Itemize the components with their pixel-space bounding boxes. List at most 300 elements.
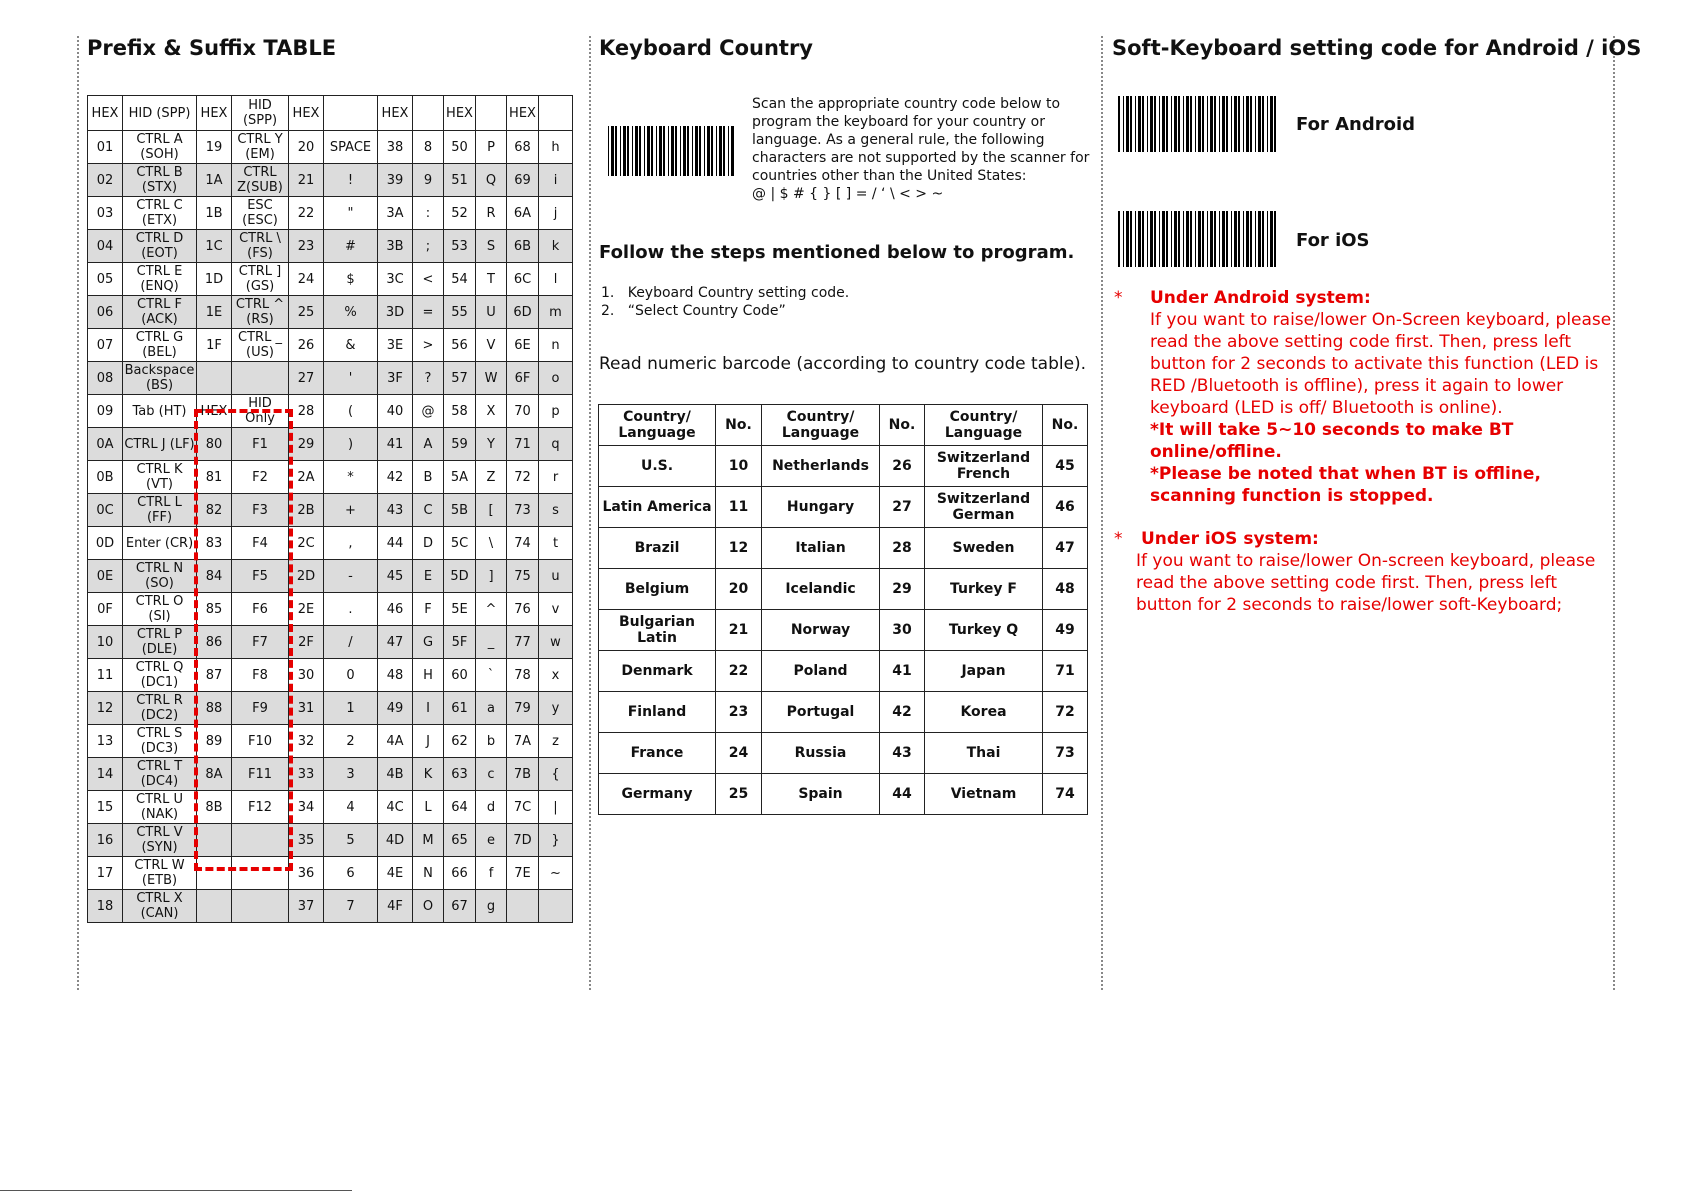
table-cell: F5 [232,560,289,593]
table-cell: I [413,692,444,725]
table-cell: 43 [880,733,925,774]
table-header-cell [476,96,507,131]
table-cell: U.S. [599,446,716,487]
table-cell: 3B [378,230,413,263]
read-numeric-instruction: Read numeric barcode (according to country code table). [599,354,1087,374]
table-cell: 4C [378,791,413,824]
barcode-bar [1130,96,1132,152]
table-cell: 58 [444,395,476,428]
table-cell: 5E [444,593,476,626]
barcode-bar [704,126,705,176]
ios-text: If you want to raise/lower On-screen keyboard, please read the above setting code first. Then, press left button for 2 seconds to raise/lower soft-Keyboard; [1136,551,1596,615]
barcode-bar [1126,96,1129,152]
barcode-bar [1154,211,1156,267]
table-header-cell: HEX [197,96,232,131]
table-cell: g [476,890,507,923]
barcode-bar [1262,211,1264,267]
barcode-bar [1183,96,1184,152]
table-cell: 1B [197,197,232,230]
description-line: @ | $ # { } [ ] = / ‘ \ < > ~ [752,186,944,202]
table-row [88,527,573,560]
barcode-bar [659,126,662,176]
table-cell [197,890,232,923]
table-header-cell: HID (SPP) [123,96,197,131]
table-cell: 54 [444,263,476,296]
keyboard-country-description [752,95,1092,203]
table-cell: [ [476,494,507,527]
table-cell: 6B [507,230,539,263]
barcode-bar [1130,211,1132,267]
barcode-bar [711,126,713,176]
table-cell: 88 [197,692,232,725]
table-cell: s [539,494,573,527]
barcode-bar [1159,96,1160,152]
table-cell: CTRL N (SO) [123,560,197,593]
barcode-bar [716,126,717,176]
column-divider [1613,36,1615,990]
table-cell: 21 [289,164,324,197]
table-cell: w [539,626,573,659]
table-row [88,626,573,659]
table-cell: 24 [716,733,762,774]
table-cell: Bulgarian Latin [599,610,716,651]
table-row [88,890,573,923]
table-row [88,131,573,164]
barcode-bar [675,126,677,176]
table-cell [232,362,289,395]
table-row [88,857,573,890]
table-cell: 36 [289,857,324,890]
table-header-cell: No. [880,405,925,446]
table-row [88,791,573,824]
table-header-cell: Country/ Language [762,405,880,446]
description-line: program the keyboard for your country or [752,114,1045,130]
table-cell: 46 [1043,487,1088,528]
android-heading: Under Android system: [1150,288,1371,308]
barcode-bar [1250,96,1252,152]
table-cell: Turkey F [925,569,1043,610]
table-cell: CTRL R (DC2) [123,692,197,725]
table-cell: ' [324,362,378,395]
barcode-bar [731,126,734,176]
table-cell: 76 [507,593,539,626]
table-cell: 49 [1043,610,1088,651]
table-cell: CTRL J (LF) [123,428,197,461]
table-row [88,164,573,197]
barcode-bar [1150,96,1153,152]
table-cell: . [324,593,378,626]
table-cell: p [539,395,573,428]
table-cell: SPACE [324,131,378,164]
table-cell: ? [413,362,444,395]
table-row [599,487,1088,528]
table-row [88,692,573,725]
table-cell: 63 [444,758,476,791]
table-cell: F4 [232,527,289,560]
table-cell: CTRL E (ENQ) [123,263,197,296]
table-cell: Finland [599,692,716,733]
table-cell: S [476,230,507,263]
table-cell: CTRL \ (FS) [232,230,289,263]
table-cell: W [476,362,507,395]
table-cell: 03 [88,197,123,230]
table-header-cell: HEX [88,96,123,131]
table-cell: q [539,428,573,461]
table-cell: z [539,725,573,758]
table-header-row [88,96,573,131]
barcode-bar [1174,211,1177,267]
table-cell: v [539,593,573,626]
barcode-bar [1231,211,1232,267]
table-row [88,494,573,527]
table-cell: \ [476,527,507,560]
table-cell: CTRL A (SOH) [123,131,197,164]
table-cell: CTRL C (ETX) [123,197,197,230]
android-label: For Android [1296,114,1416,135]
table-cell: ` [476,659,507,692]
barcode-bar [1171,96,1172,152]
barcode-bar [1219,96,1220,152]
barcode-bar [1262,96,1264,152]
barcode-bar [1238,211,1240,267]
table-cell: 18 [88,890,123,923]
table-cell: 41 [378,428,413,461]
asterisk: * [1114,288,1123,308]
table-cell: 30 [289,659,324,692]
barcode-bar [1267,211,1268,267]
barcode-bar [1142,211,1144,267]
barcode-bar [1190,211,1192,267]
table-cell: 09 [88,395,123,428]
column-divider [1101,36,1103,990]
table-cell: CTRL D (EOT) [123,230,197,263]
table-cell: N [413,857,444,890]
table-cell: 7E [507,857,539,890]
barcode-bar [1118,96,1120,152]
table-cell: 72 [507,461,539,494]
table-cell: 51 [444,164,476,197]
barcode-bar [1246,96,1249,152]
table-cell: 16 [88,824,123,857]
table-cell: 10 [716,446,762,487]
prefix-suffix-title: Prefix & Suffix TABLE [87,36,337,60]
table-cell: / [324,626,378,659]
table-cell: Turkey Q [925,610,1043,651]
table-cell: F8 [232,659,289,692]
ios-heading: Under iOS system: [1141,529,1319,549]
table-cell: 7 [324,890,378,923]
table-cell: 52 [444,197,476,230]
table-cell: 25 [289,296,324,329]
table-cell: Z [476,461,507,494]
barcode-bar [1135,211,1136,267]
table-cell: 42 [880,692,925,733]
table-cell: CTRL ^ (RS) [232,296,289,329]
table-cell: 39 [378,164,413,197]
table-cell: 6 [324,857,378,890]
android-instructions [1114,287,1614,507]
table-cell: 4D [378,824,413,857]
table-cell: E [413,560,444,593]
table-cell: > [413,329,444,362]
table-row [599,733,1088,774]
barcode-bar [680,126,681,176]
table-cell: 74 [507,527,539,560]
table-cell: F1 [232,428,289,461]
barcode-bar [1214,211,1216,267]
step-item: 1. Keyboard Country setting code. [601,285,850,301]
table-cell: 86 [197,626,232,659]
table-cell: 08 [88,362,123,395]
table-cell: Q [476,164,507,197]
table-cell: 85 [197,593,232,626]
table-cell [232,824,289,857]
table-cell: 72 [1043,692,1088,733]
table-cell: 0E [88,560,123,593]
table-cell: u [539,560,573,593]
table-cell: Russia [762,733,880,774]
barcode-bar [1195,211,1196,267]
table-row [88,725,573,758]
table-cell: 32 [289,725,324,758]
barcode-bar [1222,211,1225,267]
table-cell: 1 [324,692,378,725]
table-cell: 50 [444,131,476,164]
table-cell: t [539,527,573,560]
table-cell: 10 [88,626,123,659]
barcode-bar [1214,96,1216,152]
barcode-bar [644,126,645,176]
table-cell: CTRL _ (US) [232,329,289,362]
table-cell: 6F [507,362,539,395]
table-cell [539,890,573,923]
table-cell: 6D [507,296,539,329]
table-cell: F9 [232,692,289,725]
android-bold-warning: *Please be noted that when BT is offline, scanning function is stopped. [1150,464,1541,506]
table-cell: l [539,263,573,296]
table-cell: 11 [716,487,762,528]
table-cell: 01 [88,131,123,164]
table-cell: % [324,296,378,329]
table-row [599,610,1088,651]
barcode-bar [611,126,614,176]
barcode-bar [1270,96,1273,152]
barcode-bar [1258,211,1261,267]
table-row [88,329,573,362]
table-cell: 4 [324,791,378,824]
table-cell: } [539,824,573,857]
table-cell: k [539,230,573,263]
barcode-bar [1190,96,1192,152]
table-header-cell: Country/ Language [599,405,716,446]
table-cell: 82 [197,494,232,527]
table-cell: 42 [378,461,413,494]
table-row [599,692,1088,733]
table-cell: 70 [507,395,539,428]
table-cell: 04 [88,230,123,263]
table-cell: F2 [232,461,289,494]
table-cell: Korea [925,692,1043,733]
barcode-bar [1255,96,1256,152]
table-cell: Enter (CR) [123,527,197,560]
table-cell: ; [413,230,444,263]
table-cell: 74 [1043,774,1088,815]
table-cell: 33 [289,758,324,791]
table-cell: CTRL W (ETB) [123,857,197,890]
table-cell: 46 [378,593,413,626]
table-cell: 6A [507,197,539,230]
table-cell: 27 [880,487,925,528]
table-row [88,758,573,791]
table-cell: " [324,197,378,230]
table-cell: 83 [197,527,232,560]
table-cell: 67 [444,890,476,923]
table-cell: 59 [444,428,476,461]
barcode-bar [1270,211,1273,267]
table-cell: 75 [507,560,539,593]
table-cell: Switzerland German [925,487,1043,528]
table-cell: 28 [880,528,925,569]
table-cell: 5D [444,560,476,593]
table-cell: V [476,329,507,362]
table-cell: 80 [197,428,232,461]
table-cell: 37 [289,890,324,923]
table-cell: H [413,659,444,692]
table-cell: 44 [378,527,413,560]
table-cell: F10 [232,725,289,758]
table-cell: 62 [444,725,476,758]
table-cell: CTRL F (ACK) [123,296,197,329]
table-cell: 22 [289,197,324,230]
table-cell: CTRL Y (EM) [232,131,289,164]
barcode-bar [1186,96,1189,152]
barcode-bar [719,126,722,176]
barcode-bar [1207,96,1208,152]
table-cell: 28 [289,395,324,428]
barcode-bar [623,126,626,176]
table-cell: 5C [444,527,476,560]
table-header-cell: No. [716,405,762,446]
table-cell: 2C [289,527,324,560]
table-cell: 43 [378,494,413,527]
barcode-bar [1126,211,1129,267]
table-cell: 07 [88,329,123,362]
barcode-bar [1231,96,1232,152]
table-cell: CTRL G (BEL) [123,329,197,362]
table-row [599,774,1088,815]
barcode-bar [695,126,698,176]
barcode-bar [1246,211,1249,267]
barcode-bar [1162,211,1165,267]
table-cell: = [413,296,444,329]
table-cell: 73 [1043,733,1088,774]
table-cell: A [413,428,444,461]
table-row [88,659,573,692]
table-header-cell: Country/ Language [925,405,1043,446]
table-cell: Sweden [925,528,1043,569]
barcode-bar [1198,96,1201,152]
table-cell: 6E [507,329,539,362]
table-cell: Germany [599,774,716,815]
barcode-bar [1138,96,1141,152]
table-cell: | [539,791,573,824]
table-cell: 26 [880,446,925,487]
table-cell: 0B [88,461,123,494]
table-cell: 0 [324,659,378,692]
country-code-table [598,404,1088,815]
table-cell: d [476,791,507,824]
table-cell: 4A [378,725,413,758]
table-cell: Tab (HT) [123,395,197,428]
barcode-bar [1147,96,1148,152]
table-cell [232,890,289,923]
table-cell: 3E [378,329,413,362]
table-cell: 12 [716,528,762,569]
barcode-bar [1183,211,1184,267]
barcode-bar [1171,211,1172,267]
barcode-bar [1238,96,1240,152]
table-cell: 21 [716,610,762,651]
barcode-bar [1210,211,1213,267]
barcode-bar [1142,96,1144,152]
table-cell: Norway [762,610,880,651]
table-cell: 23 [289,230,324,263]
table-cell: CTRL V (SYN) [123,824,197,857]
table-header-cell: HID (SPP) [232,96,289,131]
table-cell: 73 [507,494,539,527]
barcode-bar [1243,211,1244,267]
table-cell: 4F [378,890,413,923]
barcode-bar [1274,96,1276,152]
table-cell: 7A [507,725,539,758]
table-cell: , [324,527,378,560]
table-cell: f [476,857,507,890]
table-cell: 1A [197,164,232,197]
table-header-row [599,405,1088,446]
table-cell: * [324,461,378,494]
table-cell: 06 [88,296,123,329]
barcode-bar [656,126,657,176]
table-row [88,230,573,263]
table-cell: 14 [88,758,123,791]
table-cell: 35 [289,824,324,857]
table-cell: France [599,733,716,774]
table-cell: ) [324,428,378,461]
table-row [599,446,1088,487]
barcode-bar [1195,96,1196,152]
table-cell: 2 [324,725,378,758]
table-cell: 81 [197,461,232,494]
table-cell: G [413,626,444,659]
table-cell: : [413,197,444,230]
table-header-cell [324,96,378,131]
table-cell: 44 [880,774,925,815]
table-cell: 3F [378,362,413,395]
table-cell: Spain [762,774,880,815]
asterisk: * [1114,529,1123,549]
barcode-bar [1226,211,1228,267]
table-cell: 71 [507,428,539,461]
barcode-bar [1178,211,1180,267]
table-cell [197,824,232,857]
barcode-bar [647,126,650,176]
table-cell: CTRL K (VT) [123,461,197,494]
table-cell: C [413,494,444,527]
barcode-bar [1123,96,1124,152]
table-cell: 60 [444,659,476,692]
table-cell: Y [476,428,507,461]
table-cell: 47 [378,626,413,659]
